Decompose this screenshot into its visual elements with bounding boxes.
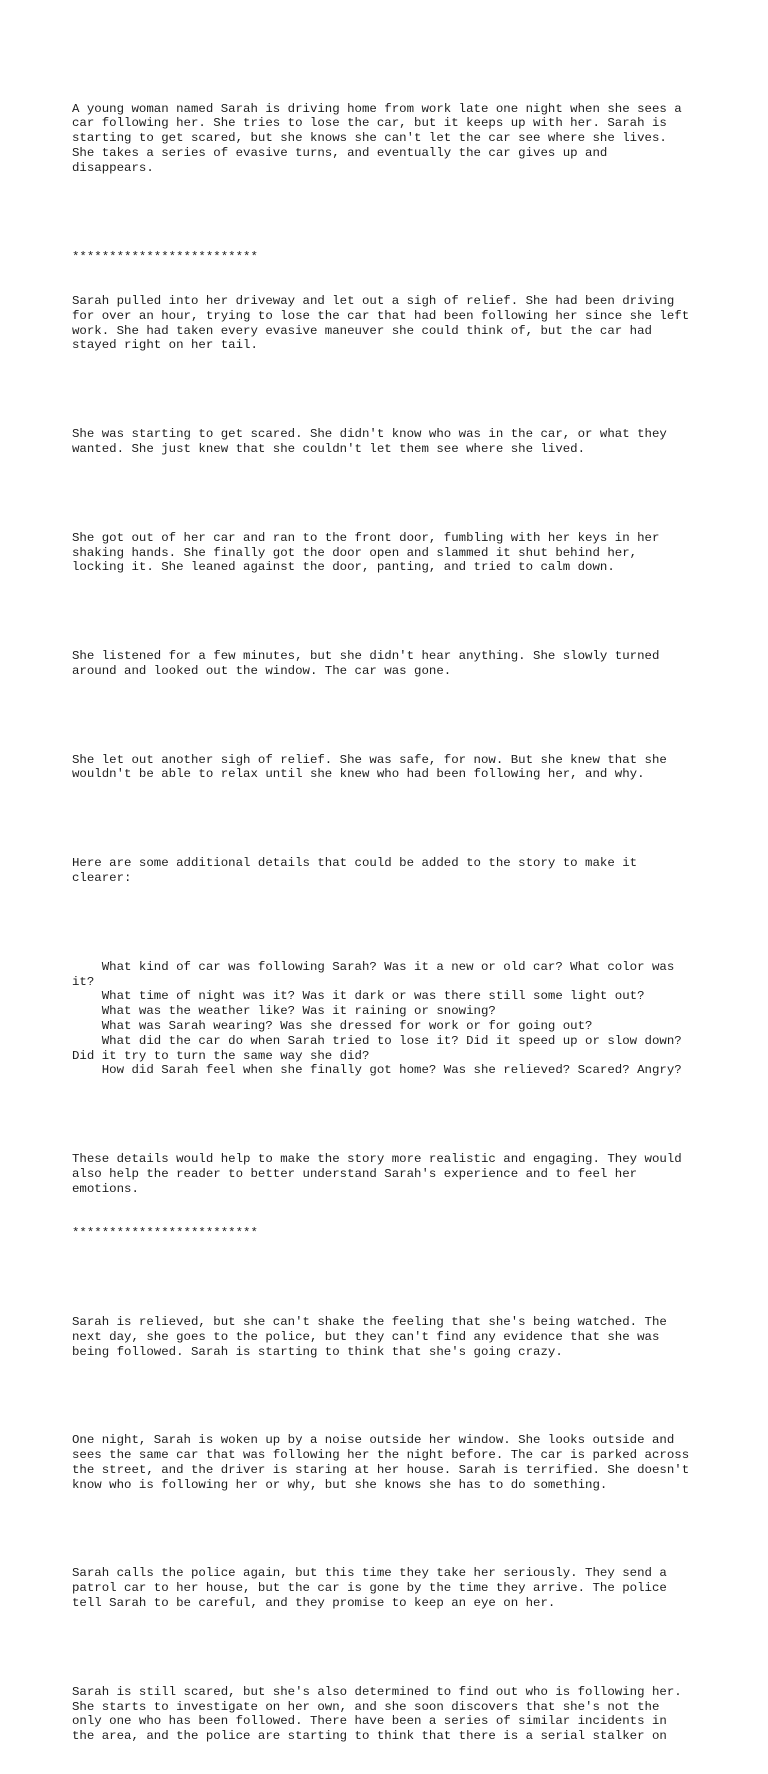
story-paragraph-5: She let out another sigh of relief. She was safe, for now. But she knew that she wouldn't be able to relax until she knew who had been following her, and why.	[72, 752, 667, 782]
paragraph-gap	[72, 1389, 712, 1404]
intro-paragraph: A young woman named Sarah is driving home from work late one night when she sees a car following her. She tries to lose the car, but it keeps up with her. Sarah is starting to get scared, but she knows she can't let the car see where she lives. She takes a series of evasive turns, and eventually the car gives up and disappears.	[72, 101, 682, 175]
details-list: What kind of car was following Sarah? Was it a new or old car? What color was it? What time of night was it? Was it dark or was there still some light out? What was the weather like? Was it raining or snowing? What was Sarah wearing? Was she dressed for work or for going out? What did the car do when Sarah tried to lose it? Did it speed up or slow down? Did it try to turn the same way she did? How did Sarah feel when she finally got home? Was she relieved? Scared? Angry?	[72, 959, 682, 1078]
continuation-paragraph-1: Sarah is relieved, but she can't shake the feeling that she's being watched. The next day, she goes to the police, but they can't find any evidence that she was being followed. Sarah is starting to think that she's going crazy.	[72, 1314, 667, 1359]
paragraph-gap	[72, 486, 712, 501]
separator-bottom: *************************	[72, 1226, 258, 1241]
continuation-paragraph-2: One night, Sarah is woken up by a noise outside her window. She looks outside and sees the same car that was following her the night before. The car is parked across the street, and the driver is staring at her house. Sarah is terrified. She doesn't know who is following her or why, but she knows she has to do something.	[72, 1433, 690, 1492]
continuation-paragraph-4: Sarah is still scared, but she's also determined to find out who is following her. She starts to investigate on her own, and she soon discovers that she's not the only one who has been followed. There have been a series of similar incidents in the area, and the police are starting to think that there is a serial stalker on	[72, 1684, 682, 1744]
continuation-paragraph-3: Sarah calls the police again, but this time they take her seriously. They send a patrol car to her house, but the car is gone by the time they arrive. The police tell Sarah to be careful, and they promise to keep an eye on her.	[72, 1566, 667, 1611]
document-body	[72, 72, 712, 1774]
details-outro: These details would help to make the story more realistic and engaging. They would also help the reader to better understand Sarah's experience and to feel her emotions.	[72, 1152, 682, 1196]
paragraph-gap	[72, 383, 712, 398]
paragraph-gap	[72, 1271, 712, 1286]
story-paragraph-4: She listened for a few minutes, but she didn't hear anything. She slowly turned around and looked out the window. The car was gone.	[72, 649, 660, 678]
paragraph-gap	[72, 205, 712, 220]
details-intro: Here are some additional details that could be added to the story to make it clearer:	[72, 856, 638, 886]
story-paragraph-1: Sarah pulled into her driveway and let out a sigh of relief. She had been driving for over an hour, trying to lose the car that had been following her since she left work. She had taken every evasive maneuver she could think of, but the car had stayed right on her tail.	[72, 293, 690, 353]
paragraph-gap	[72, 915, 712, 930]
story-paragraph-3: She got out of her car and ran to the front door, fumbling with her keys in her shaking hands. She finally got the door open and slammed it shut behind her, locking it. She leaned against the door, panting, and tried to calm down.	[72, 530, 660, 575]
separator-top: *************************	[72, 249, 258, 264]
paragraph-gap	[72, 605, 712, 620]
paragraph-gap	[72, 812, 712, 827]
paragraph-gap	[72, 1108, 712, 1123]
story-paragraph-2: She was starting to get scared. She didn't know who was in the car, or what they wanted. She just knew that she couldn't let them see where she lived.	[72, 427, 667, 456]
paragraph-gap	[72, 1522, 712, 1537]
paragraph-gap	[72, 1640, 712, 1655]
paragraph-gap	[72, 708, 712, 723]
